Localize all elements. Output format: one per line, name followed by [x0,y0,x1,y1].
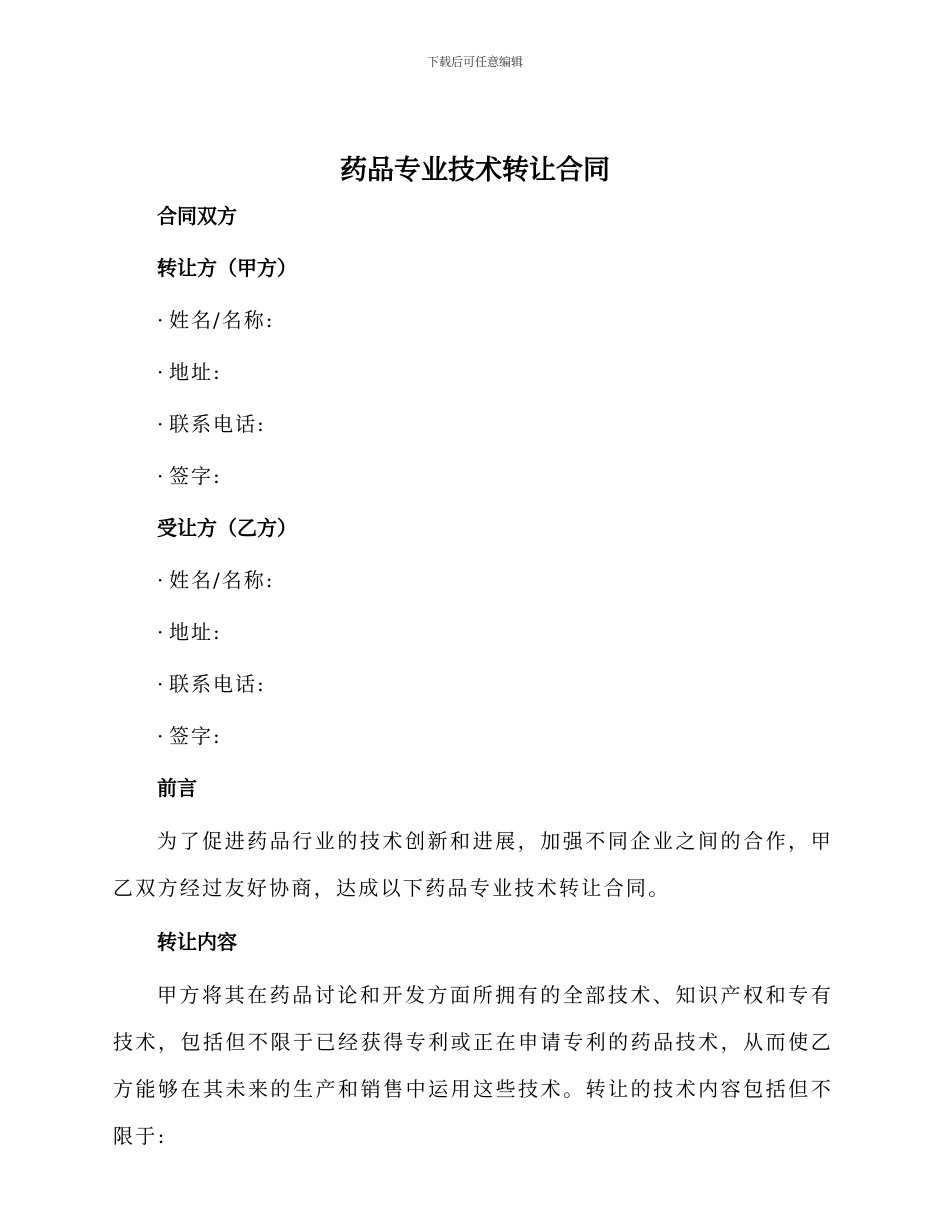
transferee-signature-field [113,710,833,762]
bullet: · [157,620,166,644]
parties-heading: 合同双方 [157,204,237,228]
field-label: 签字: [169,724,222,748]
preface-paragraph: 为了促进药品行业的技术创新和进展，加强不同企业之间的合作，甲乙双方经过友好协商，达成以下药品专业技术转让合同。 [113,829,833,900]
transferor-phone-field [113,398,833,450]
transferor-signature-field [113,450,833,502]
field-label: 联系电话: [169,412,266,436]
transferee-heading: 受让方（乙方） [157,516,297,540]
transferor-name-field [113,294,833,346]
document-title: 药品专业技术转让合同 [340,155,610,186]
field-label: 地址: [169,360,222,384]
bullet: · [157,308,166,332]
bullet: · [157,464,166,488]
transferor-heading: 转让方（甲方） [157,256,297,280]
bullet: · [157,360,166,384]
field-label: 姓名/名称: [169,308,275,332]
field-label: 姓名/名称: [169,568,275,592]
field-label: 地址: [169,620,222,644]
transferor-address-field [113,346,833,398]
document-body [113,190,833,1164]
transferee-phone-field [113,658,833,710]
bullet: · [157,672,166,696]
transferee-name-field [113,554,833,606]
field-label: 联系电话: [169,672,266,696]
page-header-note: 下载后可任意编辑 [426,55,523,69]
field-label: 签字: [169,464,222,488]
transferee-address-field [113,606,833,658]
transfer-content-heading: 转让内容 [157,930,237,954]
bullet: · [157,412,166,436]
bullet: · [157,568,166,592]
transfer-content-paragraph: 甲方将其在药品讨论和开发方面所拥有的全部技术、知识产权和专有技术，包括但不限于已经获得专利或正在申请专利的药品技术，从而使乙方能够在其未来的生产和销售中运用这些技术。转让的技术内容包括但不限于: [113,983,833,1148]
bullet: · [157,724,166,748]
preface-heading: 前言 [157,776,197,800]
